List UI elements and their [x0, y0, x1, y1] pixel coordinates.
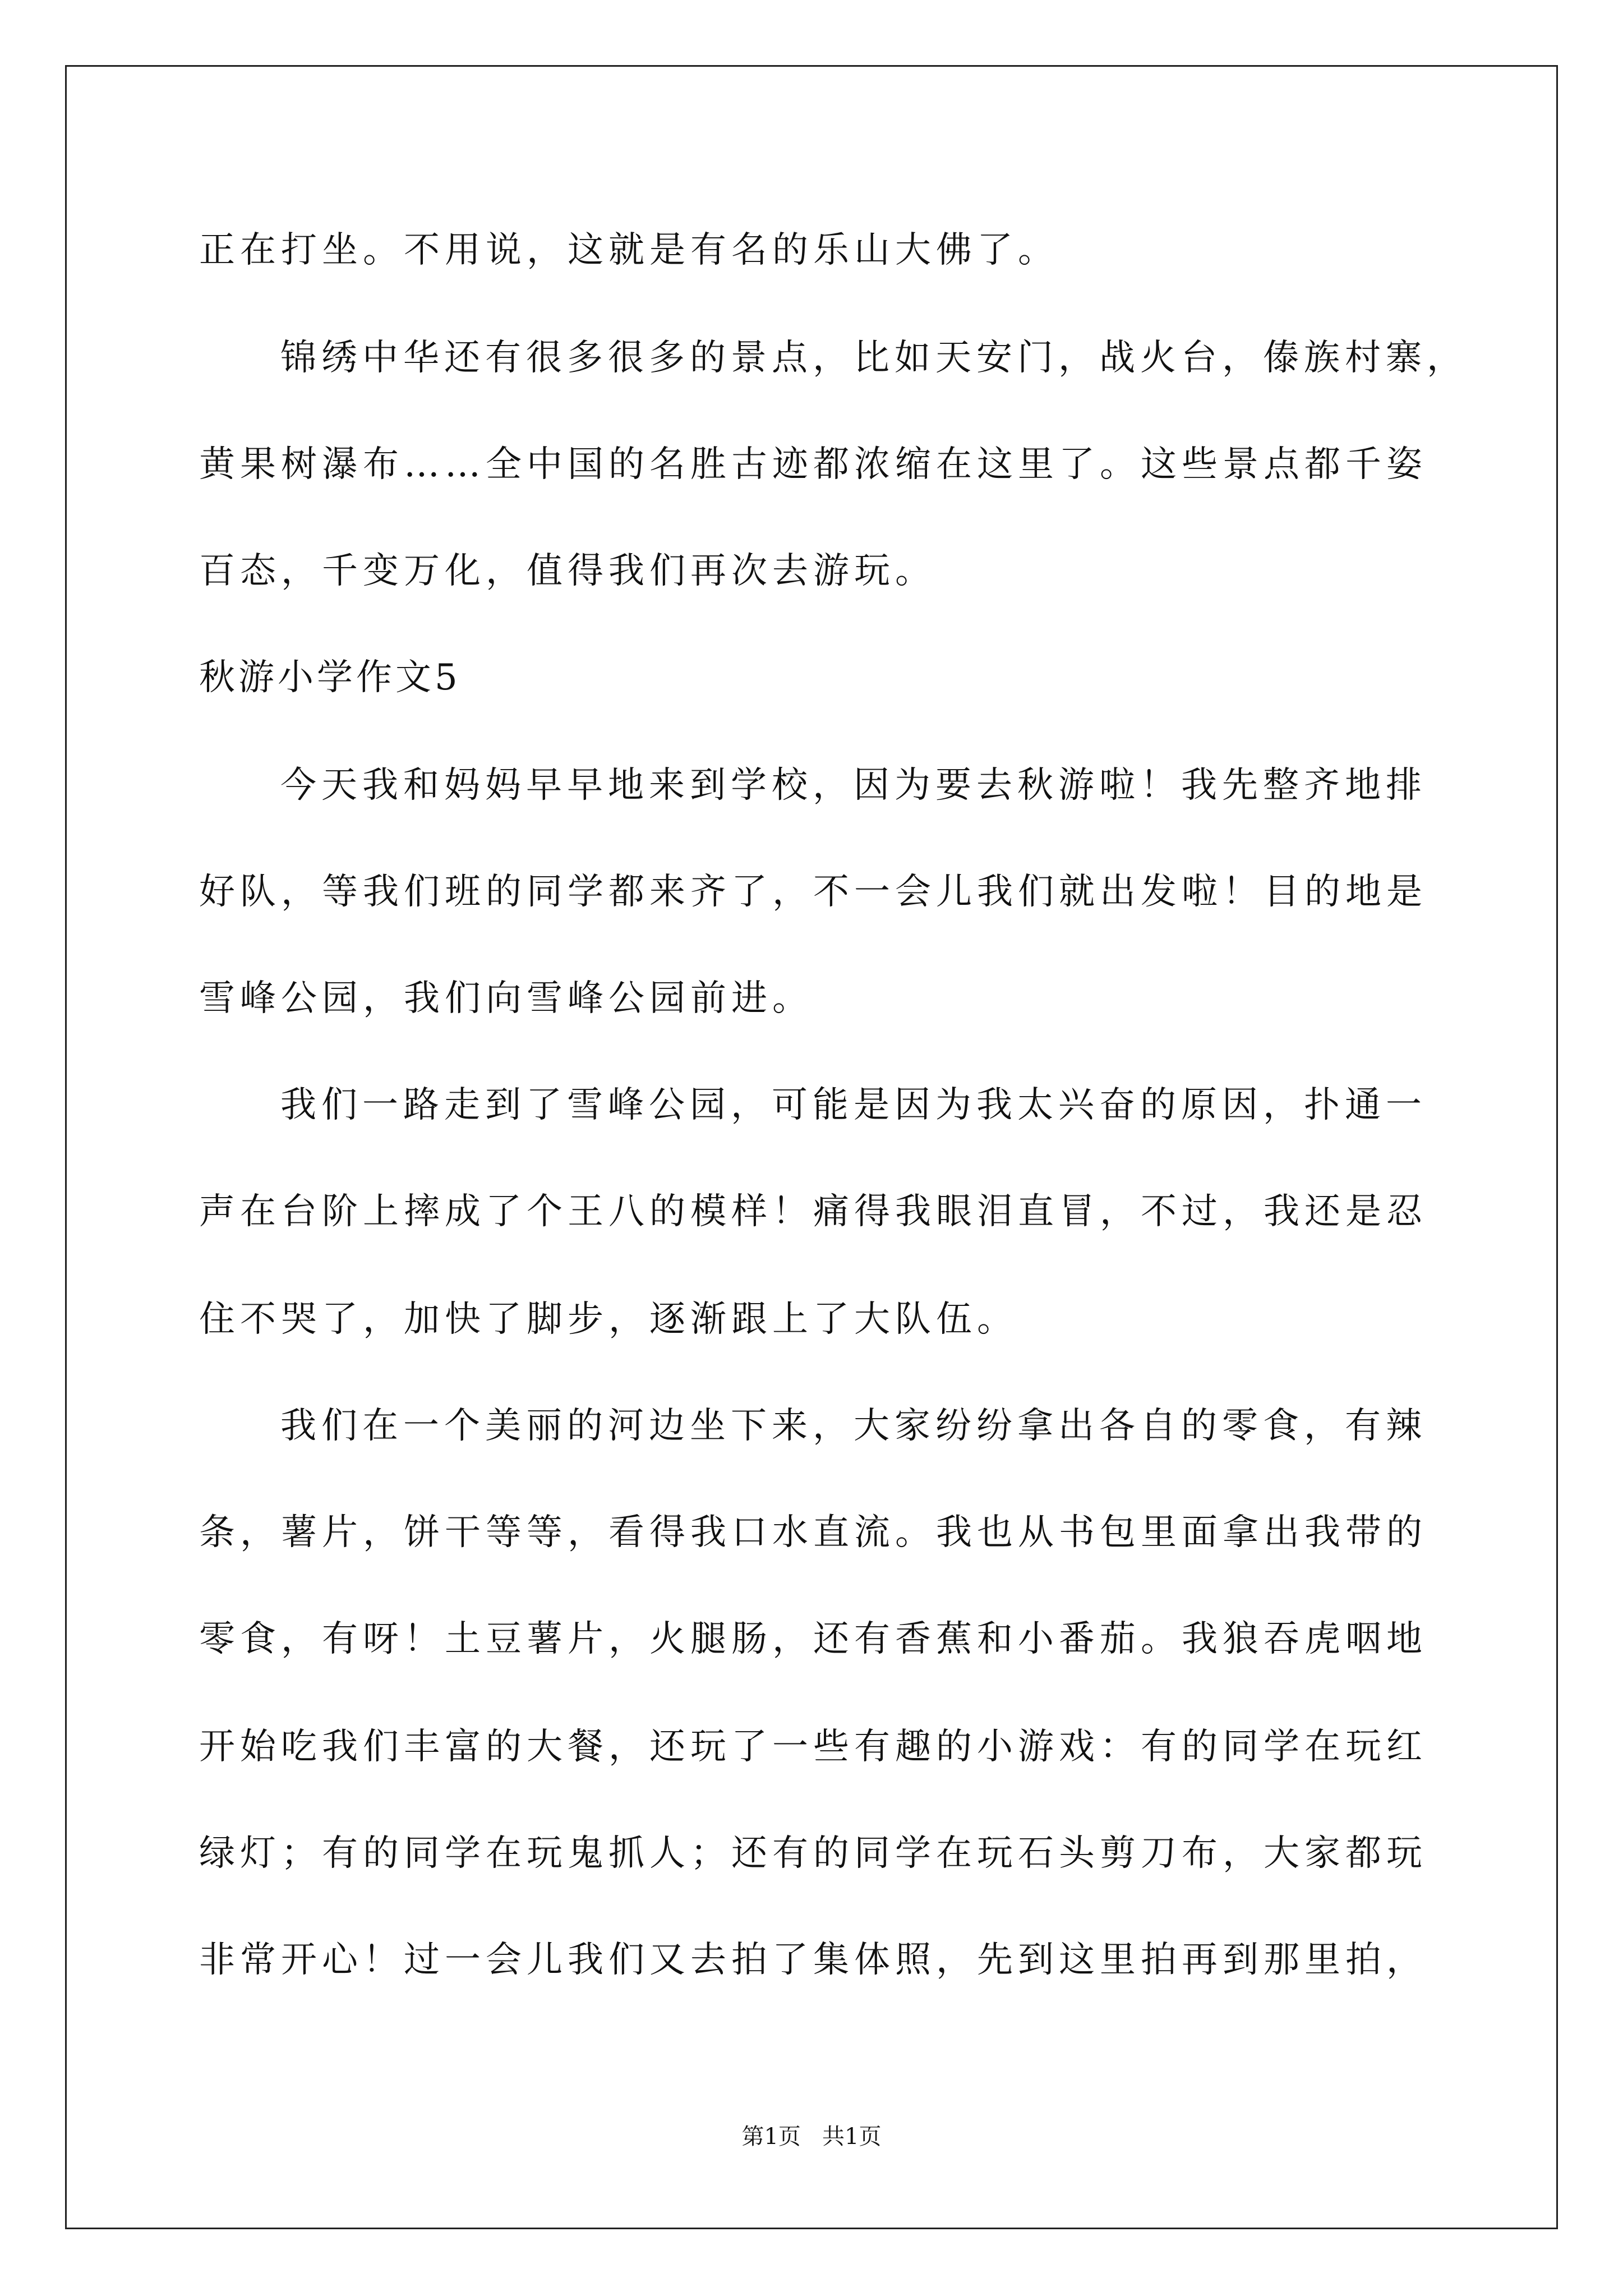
text-line: 开始吃我们丰富的大餐，还玩了一些有趣的小游戏：有的同学在玩红 — [199, 1726, 1427, 1768]
text-line: 黄果树瀑布……全中国的名胜古迹都浓缩在这里了。这些景点都千姿 — [199, 444, 1427, 485]
page-footer: 第1页 共1页 — [741, 2124, 882, 2150]
text-line: 今天我和妈妈早早地来到学校，因为要去秋游啦！我先整齐地排 — [280, 765, 1427, 806]
text-line: 我们在一个美丽的河边坐下来，大家纷纷拿出各自的零食，有辣 — [280, 1405, 1427, 1447]
text-line: 零食，有呀！土豆薯片，火腿肠，还有香蕉和小番茄。我狼吞虎咽地 — [199, 1618, 1427, 1660]
text-line: 正在打坐。不用说，这就是有名的乐山大佛了。 — [199, 229, 1059, 271]
page-border — [65, 65, 1558, 2229]
text-line: 雪峰公园，我们向雪峰公园前进。 — [199, 978, 813, 1019]
text-line: 住不哭了，加快了脚步，逐渐跟上了大队伍。 — [199, 1299, 1018, 1340]
text-line: 条，薯片，饼干等等，看得我口水直流。我也从书包里面拿出我带的 — [199, 1512, 1427, 1553]
text-line: 声在台阶上摔成了个王八的模样！痛得我眼泪直冒，不过，我还是忍 — [199, 1191, 1427, 1232]
text-line: 好队，等我们班的同学都来齐了，不一会儿我们就出发啦！目的地是 — [199, 871, 1427, 913]
text-line: 非常开心！过一会儿我们又去拍了集体照，先到这里拍再到那里拍， — [199, 1939, 1427, 1981]
text-line: 锦绣中华还有很多很多的景点，比如天安门，战火台，傣族村寨， — [280, 337, 1468, 379]
text-line: 绿灯；有的同学在玩鬼抓人；还有的同学在玩石头剪刀布，大家都玩 — [199, 1833, 1427, 1874]
text-line: 我们一路走到了雪峰公园，可能是因为我太兴奋的原因，扑通一 — [280, 1084, 1427, 1126]
text-line: 百态，千变万化，值得我们再次去游玩。 — [199, 550, 936, 592]
section-heading: 秋游小学作文5 — [199, 657, 461, 698]
